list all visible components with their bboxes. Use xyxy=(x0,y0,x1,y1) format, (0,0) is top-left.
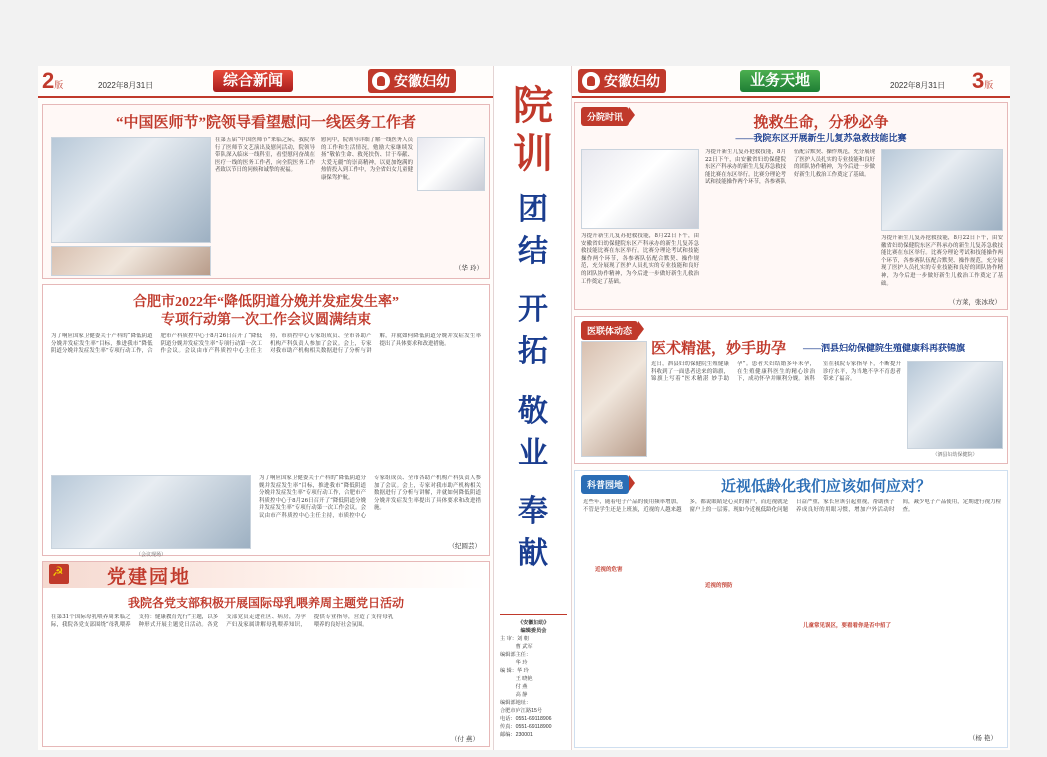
page-number: 2版 xyxy=(42,68,64,93)
photo-competition-2 xyxy=(881,149,1003,231)
colophon-line: 合肥市庐江路15号 xyxy=(500,708,543,714)
colophon xyxy=(500,614,567,739)
article-fertility xyxy=(574,316,1008,464)
article-title: 我院各党支部积极开展国际母乳喂养周主题党日活动 xyxy=(127,596,404,610)
author: （杨 艳） xyxy=(968,734,997,742)
colophon-line: 邮编：230001 xyxy=(500,732,533,738)
article-title: 近视低龄化我们应该如何应对？ xyxy=(720,479,931,495)
colophon-line: 电话：0551-69118906 xyxy=(500,716,552,722)
colophon-line: 付 燕 xyxy=(500,684,528,690)
spine-char-3: 团 xyxy=(518,193,548,226)
colophon-line: 编辑委员会 xyxy=(520,628,547,634)
article-title-line2: 专项行动第一次工作会议圆满结束 xyxy=(161,313,371,328)
colophon-line: 王 晓艳 xyxy=(500,676,533,682)
photo-side xyxy=(417,137,485,191)
photo-caption: （泗县妇幼保健院） xyxy=(932,452,978,458)
header-rule xyxy=(38,96,493,98)
spine-char-8: 业 xyxy=(518,437,548,470)
photo-meeting xyxy=(51,475,251,549)
article-body-3: 为提升新生儿复苏抢救技能，8月22日下午，由安徽省妇幼保健院东区产科承办的新生儿复苏急救技能比赛在东区举行。比赛分理论考试和技能操作两个环节，各参赛队伍配合默契、操作规范，充分展现了医护人员扎实的专业技能和良好的团队协作精神，为今后进一步做好新生儿救治工作奠定了基础。 xyxy=(881,235,1003,287)
colophon-line: 编 辑：华 玲 xyxy=(500,668,529,674)
brand-icon xyxy=(582,72,600,90)
author: （方莱，张冰玫） xyxy=(949,298,1001,306)
section-heading: 近视的危害 xyxy=(595,567,623,573)
section-heading: 近视的预防 xyxy=(705,583,733,589)
left-header xyxy=(38,66,493,96)
issue-date: 2022年8月31日 xyxy=(98,81,154,90)
colophon-line: 《安徽妇幼》 xyxy=(517,620,550,626)
spine-char-1: 院 xyxy=(513,83,553,128)
photo-banner xyxy=(581,341,647,457)
page-number: 3版 xyxy=(972,68,994,93)
article-body-2: 为了响应国家卫健委关于产科的“降低阴道分娩并发症发生率”目标，推进我市“降低阴道分娩并发症发生率”专项行动工作，合肥市产科质控中心于8月26日召开了“降低阴道分娩并发症发生率”专项行动第一次工作会议。会议由市产科质控中心主任主持，市质控中心专家组成员、全市各助产机构产科负责人参加了会议。会上，专家对我市助产机构相关数据进行了分析与讲解，并就如何降低阴道分娩并发症发生率提出了具体要求和改进措施。 xyxy=(259,475,481,519)
colophon-line: 传真：0551-69118900 xyxy=(500,724,552,730)
author: （纪圆芸） xyxy=(448,542,481,550)
header-rule xyxy=(572,96,1010,98)
article-title: “中国医师节”院领导看望慰问一线医务工作者 xyxy=(115,115,416,131)
colophon-line: 曹 武军 xyxy=(500,644,533,650)
colophon-line: 编辑部地址： xyxy=(500,700,532,706)
article-subtitle: ——泗县妇幼保健院生殖健康科再获锦旗 xyxy=(803,343,966,353)
article-title-line1: 合肥市2022年“降低阴道分娩并发症发生率” xyxy=(133,295,399,310)
section-title: 业务天地 xyxy=(740,70,820,92)
author: （华 玲） xyxy=(454,264,483,272)
article-delivery-meeting xyxy=(42,284,490,556)
center-spine xyxy=(493,66,572,750)
column-tag: 科普园地 xyxy=(581,475,629,494)
article-body: 在第31个国际母乳喂养周来临之际，我院各党支部围绕“母乳喂养支持：健康教育先行”主题，以多种形式开展主题党日活动。各党支部党员走进社区、病房，为孕产妇及家属讲解母乳喂养知识，提供专业指导，营造了支持母乳喂养的良好社会氛围。 xyxy=(51,614,394,628)
article-body: 为了响应国家卫健委关于产科的“降低阴道分娩并发症发生率”目标，推进我市“降低阴道分娩并发症发生率”专项行动工作，合肥市产科质控中心于8月26日召开了“降低阴道分娩并发症发生率”专项行动第一次工作会议。会议由市产科质控中心主任主持，市质控中心专家组成员、全市各助产机构产科负责人参加了会议。会上，专家对我市助产机构相关数据进行了分析与讲解，并就如何降低阴道分娩并发症发生率提出了具体要求和改进措施。 xyxy=(51,333,481,355)
article-body: 近些年，随着电子产品的使用频率增加，不管是学生还是上班族，近视的人越来越多，都说眼睛是心灵的窗户，而近视就是窗户上的一层雾。现如今近视低龄化问题日益严重，家长应该引起重视，帮助孩子养成良好的用眼习惯，增加户外活动时间，减少电子产品使用，定期进行视力检查。 xyxy=(583,499,1001,513)
right-page xyxy=(572,66,1010,750)
article-body: 为提升新生儿复苏抢救技能，8月22日下午，由安徽省妇幼保健院东区产科承办的新生儿复苏急救技能比赛在东区举行。比赛分理论考试和技能操作两个环节，各参赛队伍配合默契、操作规范，充分展现了医护人员扎实的专业技能和良好的团队协作精神，为今后进一步做好新生儿救治工作奠定了基础。 xyxy=(581,233,699,285)
article-body: 近日，泗县妇幼保健院生殖健康科收到了一面患者送来的锦旗，锦旗上写着“医术精湛 妙手助孕”。患者夫妇结婚多年未孕，在生殖健康科医生的精心诊治下，成功怀孕并顺利分娩。该科室在我院专家指导下，不断提升诊疗水平，为当地不孕不育患者带来了福音。 xyxy=(651,361,901,383)
party-section xyxy=(42,561,490,747)
brand-logo: 安徽妇幼 xyxy=(368,69,456,93)
spine-char-6: 拓 xyxy=(518,335,548,368)
column-tag: 医联体动态 xyxy=(581,321,638,340)
article-subtitle: ——我院东区开展新生儿复苏急救技能比赛 xyxy=(735,133,907,143)
article-title: 医术精湛，妙手助孕 xyxy=(651,341,787,357)
article-body-2: 慰问中，院领导详细了解一线医务人员的工作和生活情况，勉励大家继续发扬“敬佑生命、救死扶伤、甘于奉献、大爱无疆”的崇高精神，以更加饱满的热情投入到工作中，为全省妇女儿童健康保驾护航。 xyxy=(321,137,413,181)
party-banner-text: 党建园地 xyxy=(107,567,192,588)
brand-icon xyxy=(372,72,390,90)
article-resuscitation xyxy=(574,102,1008,310)
photo-team xyxy=(907,361,1003,449)
party-flag-icon xyxy=(49,564,69,584)
photo-visit xyxy=(51,137,211,243)
photo-caption: （会议现场） xyxy=(135,552,166,558)
spine-char-2: 训 xyxy=(513,131,553,176)
column-tag: 分院时讯 xyxy=(581,107,629,126)
author: （付 燕） xyxy=(450,735,479,743)
brand-logo: 安徽妇幼 xyxy=(578,69,666,93)
article-title: 挽救生命，分秒必争 xyxy=(753,115,889,131)
spine-char-10: 献 xyxy=(518,537,548,570)
article-doctor-day xyxy=(42,104,490,279)
section-heading: 儿童常见误区，要看看你是否中招了 xyxy=(803,623,892,629)
right-header xyxy=(572,66,1010,96)
spine-char-9: 奉 xyxy=(518,495,548,528)
colophon-line: 高 静 xyxy=(500,692,528,698)
issue-date: 2022年8月31日 xyxy=(890,81,946,90)
section-title: 综合新闻 xyxy=(213,70,293,92)
left-page xyxy=(38,66,493,750)
article-body: 在第五届“中国医师节”来临之际，我院举行了医师节文艺演出及慰问活动，院领导带队深入临床一线科室，看望慰问奋战在医疗一线的医务工作者，向全院医务工作者致以节日的问候和诚挚的祝福。 xyxy=(215,137,315,174)
photo-visit-2 xyxy=(51,246,211,276)
article-body-2: 为提升新生儿复苏抢救技能，8月22日下午，由安徽省妇幼保健院东区产科承办的新生儿复苏急救技能比赛在东区举行。比赛分理论考试和技能操作两个环节，各参赛队伍配合默契、操作规范，充分展现了医护人员扎实的专业技能和良好的团队协作精神，为今后进一步做好新生儿救治工作奠定了基础。 xyxy=(705,149,875,186)
colophon-line: 华 玲 xyxy=(500,660,528,666)
article-myopia xyxy=(574,470,1008,748)
colophon-line: 主 审：刘 朝 xyxy=(500,636,529,642)
party-banner xyxy=(43,562,489,588)
spine-char-7: 敬 xyxy=(518,395,548,428)
spine-char-4: 结 xyxy=(518,235,548,268)
photo-competition xyxy=(581,149,699,229)
colophon-line: 编辑部主任： xyxy=(500,652,532,658)
spine-char-5: 开 xyxy=(518,293,548,326)
